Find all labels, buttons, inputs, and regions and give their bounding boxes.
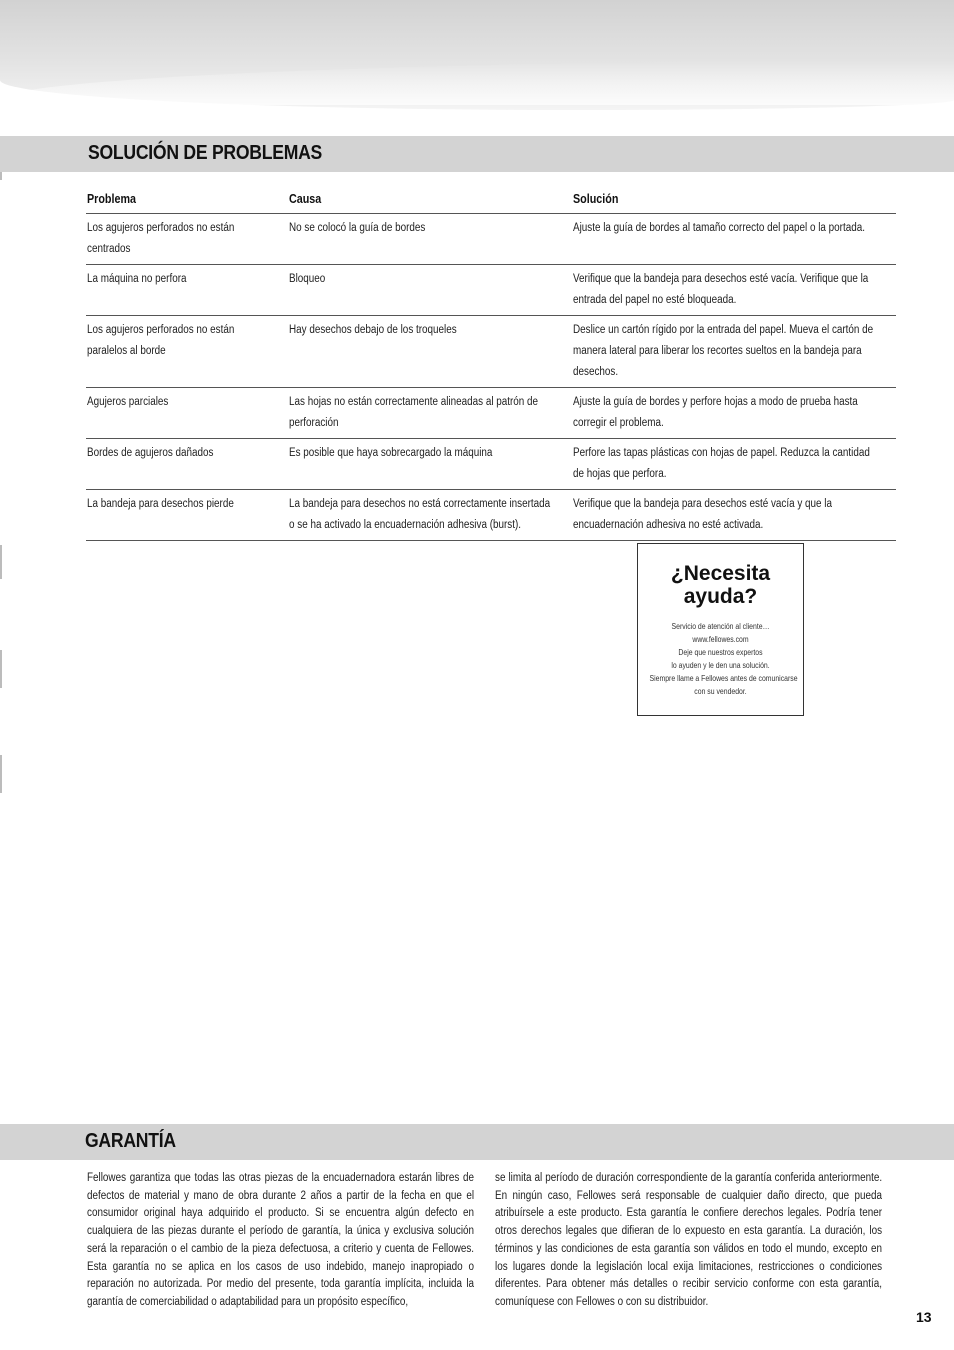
edge-mark	[0, 650, 2, 688]
troubleshooting-header-bar	[0, 136, 954, 172]
edge-mark	[0, 545, 2, 579]
column-header-problem: Problema	[86, 184, 288, 214]
troubleshooting-title: SOLUCIÓN DE PROBLEMAS	[88, 142, 323, 164]
warranty-text-column-1	[87, 1170, 475, 1312]
table-row	[86, 490, 896, 541]
problem-cell: Bordes de agujeros dañados	[86, 439, 288, 490]
solution-cell: Verifique que la bandeja para desechos esté vacía. Verifique que la entrada del papel no esté bloqueada.	[572, 265, 896, 316]
warranty-text-column-2	[495, 1170, 883, 1312]
help-title-line: ayuda?	[683, 585, 758, 608]
cause-cell: Es posible que haya sobrecargado la máquina	[288, 439, 572, 490]
cause-cell: Las hojas no están correctamente alineadas al patrón de perforación	[288, 388, 572, 439]
help-text-line: lo ayuden y le den una solución.	[671, 661, 770, 670]
page-number: 13	[916, 1309, 932, 1325]
help-text-line: Servicio de atención al cliente…	[671, 622, 770, 631]
help-text-line: con su vendedor.	[694, 687, 747, 696]
header-decoration	[0, 0, 954, 110]
warranty-title: GARANTÍA	[85, 1130, 176, 1152]
cause-cell: Hay desechos debajo de los troqueles	[288, 316, 572, 388]
solution-cell: Perfore las tapas plásticas con hojas de papel. Reduzca la cantidad de hojas que perfora.	[572, 439, 896, 490]
warranty-paragraph: Fellowes garantiza que todas las otras piezas de la encuadernadora estarán libres de defectos de material y mano de obra durante 2 años a partir de la fecha en que el consumidor original haya adquirido el producto. Si se encuentra algún defecto en cualquiera de las piezas durante el período de garantía, la única y exclusiva solución será la reparación o el cambio de la pieza defectuosa, a criterio y cuenta de Fellowes. Esta garantía no se aplica en los casos de uso indebido, manejo inapropiado o reparación no autorizada. Por medio del presente, toda garantía implícita, incluida la garantía de comerciabilidad o adaptabilidad para un propósito específico,	[87, 1172, 475, 1308]
help-title	[638, 562, 803, 608]
table-row	[86, 439, 896, 490]
cause-cell: La bandeja para desechos no está correctamente insertada o se ha activado la encuadernación adhesiva (burst).	[288, 490, 572, 541]
solution-cell: Ajuste la guía de bordes y perfore hojas a modo de prueba hasta corregir el problema.	[572, 388, 896, 439]
warranty-paragraph: se limita al período de duración correspondiente de la garantía conferida anteriormente. En ningún caso, Fellowes será responsable de cualquier daño directo, que pueda atribuírsele a este producto. Esta garantía le confiere derechos legales. Podría tener otros derechos legales que difieran de lo expuesto en esta garantía. La duración, los términos y las condiciones de esta garantía son válidos en todo el mundo, excepto en los lugares donde la legislación local exija limitaciones, restricciones o condiciones diferentes. Para obtener más detalles o recibir servicio conforme con esta garantía, comuníquese con Fellowes o con su distribuidor.	[495, 1172, 883, 1308]
help-text-line: Deje que nuestros expertos	[678, 648, 763, 657]
table-header-row	[86, 184, 896, 214]
solution-cell: Deslice un cartón rígido por la entrada del papel. Mueva el cartón de manera lateral para liberar los recortes sueltos en la bandeja para desechos.	[572, 316, 896, 388]
table-row	[86, 316, 896, 388]
help-website-link[interactable]: www.fellowes.com	[692, 635, 749, 644]
solution-cell: Verifique que la bandeja para desechos esté vacía y que la encuadernación adhesiva no esté activada.	[572, 490, 896, 541]
help-title-line: ¿Necesita	[670, 562, 771, 585]
troubleshooting-table	[86, 184, 896, 541]
column-header-cause: Causa	[288, 184, 572, 214]
problem-cell: Los agujeros perforados no están centrados	[86, 214, 288, 265]
problem-cell: Agujeros parciales	[86, 388, 288, 439]
table-row	[86, 214, 896, 265]
column-header-solution: Solución	[572, 184, 896, 214]
cause-cell: Bloqueo	[288, 265, 572, 316]
warranty-header-bar	[0, 1124, 954, 1160]
help-text-line: Siempre llame a Fellowes antes de comunicarse	[649, 674, 798, 683]
help-box	[637, 543, 804, 716]
solution-cell: Ajuste la guía de bordes al tamaño correcto del papel o la portada.	[572, 214, 896, 265]
help-text	[638, 620, 803, 698]
problem-cell: La máquina no perfora	[86, 265, 288, 316]
edge-mark	[0, 755, 2, 793]
table-row	[86, 265, 896, 316]
problem-cell: La bandeja para desechos pierde	[86, 490, 288, 541]
table-row	[86, 388, 896, 439]
header-decoration-highlight	[0, 60, 954, 105]
cause-cell: No se colocó la guía de bordes	[288, 214, 572, 265]
problem-cell: Los agujeros perforados no están paralelos al borde	[86, 316, 288, 388]
